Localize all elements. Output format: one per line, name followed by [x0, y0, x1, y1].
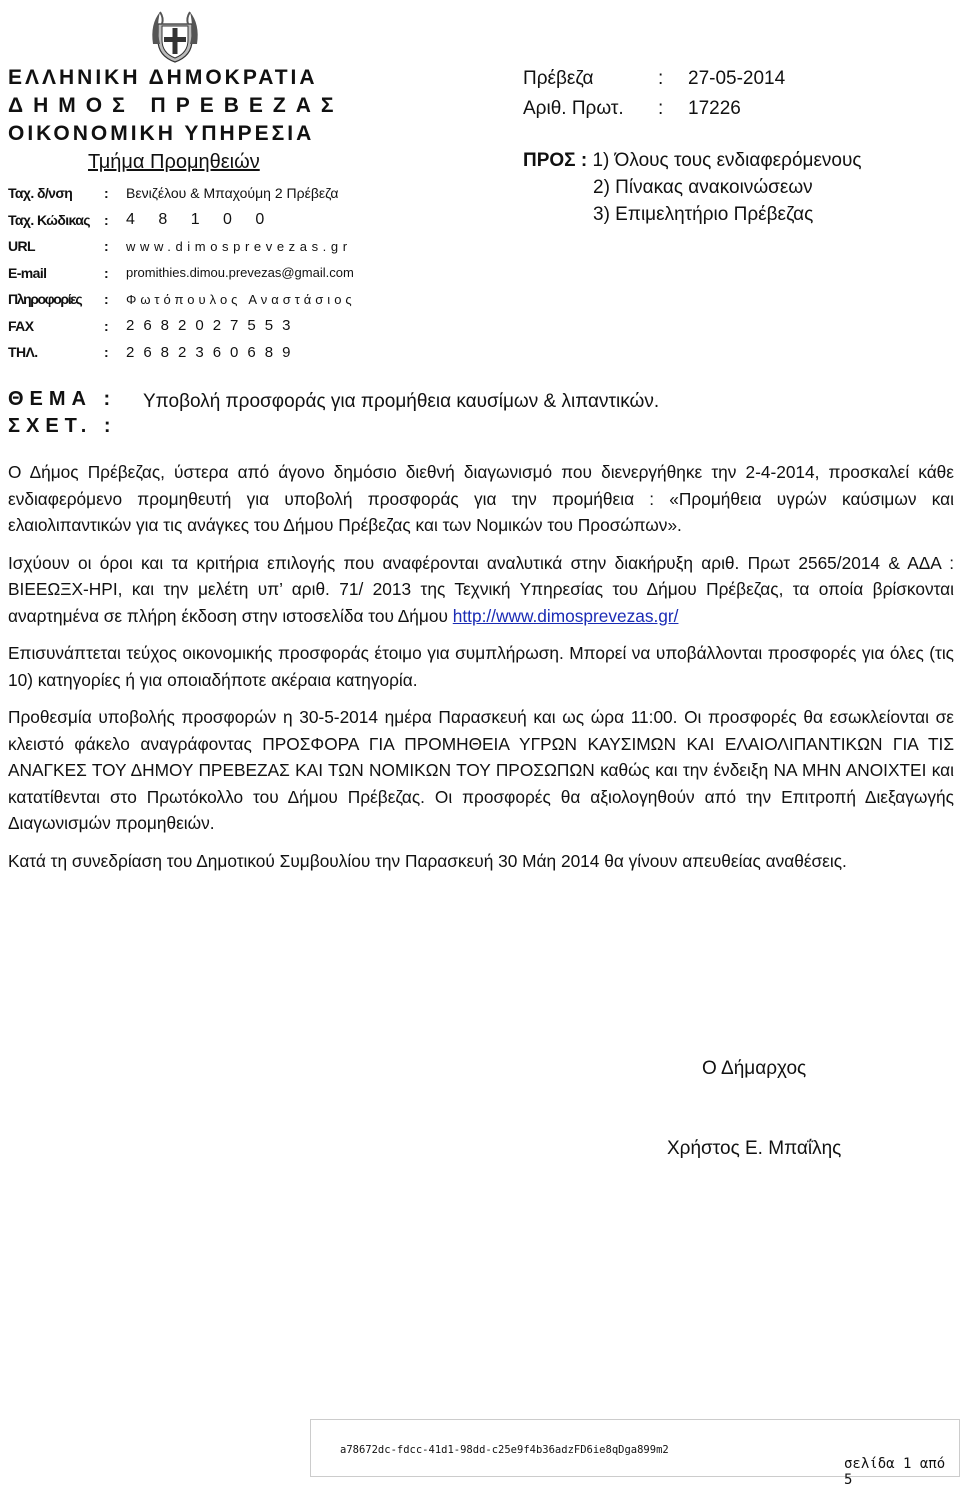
info-label: Ταχ. δ/νση	[8, 185, 73, 202]
info-label: ΤΗΛ.	[8, 344, 38, 361]
info-value: 2682360689	[126, 343, 300, 361]
meta-colon: :	[658, 98, 664, 119]
body-paragraph	[8, 550, 954, 630]
org-line-3: ΟΙΚΟΝΟΜΙΚΗ ΥΠΗΡΕΣΙΑ	[8, 122, 315, 145]
info-row-fax	[8, 313, 356, 340]
org-line-2: ΔΗΜΟΣ ΠΡΕΒΕΖΑΣ	[8, 94, 344, 117]
info-colon: :	[104, 211, 109, 228]
signature-title: Ο Δήμαρχος	[702, 1058, 807, 1079]
sxet-label: ΣΧΕΤ. :	[8, 415, 117, 437]
document-hash: a78672dc-fdcc-41d1-98dd-c25e9f4b36adzFD6ie8qDga899m2	[340, 1444, 669, 1456]
body-paragraph-text: Ισχύουν οι όροι και τα κριτήρια επιλογής που αναφέρονται αναλυτικά στην διακήρυξη αριθ. Πρωτ 2565/2014 & ΑΔΑ : ΒΙΕΕΩΞΧ-ΗΡΙ, και την μελέτη υπ’ αριθ. 71/ 2013 της Τεχνική Υπηρεσίας του Δήμου Πρέβεζας, τα οποία βρίσκονται αναρτημένα σε πλήρη έκδοση στην ιστοσελίδα του Δήμου	[8, 552, 954, 626]
info-colon: :	[104, 185, 109, 202]
info-label: E-mail	[8, 264, 47, 281]
document-meta	[523, 68, 785, 128]
recipients-label: ΠΡΟΣ :	[523, 150, 588, 171]
meta-date: 27-05-2014	[688, 68, 786, 89]
info-value: 2682027553	[126, 317, 300, 335]
info-email-link[interactable]: promithies.dimou.prevezas@gmail.com	[126, 265, 354, 281]
info-label: FAX	[8, 317, 34, 334]
info-label: Ταχ. Κώδικας	[8, 211, 90, 228]
department-title: Τμήμα Προμηθειών	[88, 151, 260, 173]
subject-labels	[8, 388, 116, 442]
recipient-item: 3) Επιμελητήριο Πρέβεζας	[593, 204, 814, 225]
thema-label: ΘΕΜΑ :	[8, 388, 117, 410]
contact-info	[8, 180, 356, 366]
info-colon: :	[104, 238, 109, 255]
meta-place-label: Πρέβεζα	[523, 68, 594, 89]
info-row-email	[8, 260, 356, 287]
recipient-item: 2) Πίνακας ανακοινώσεων	[593, 177, 813, 198]
info-colon: :	[104, 291, 109, 308]
org-line-1: ΕΛΛΗΝΙΚΗ ΔΗΜΟΚΡΑΤΙΑ	[8, 66, 318, 89]
info-row-phone	[8, 339, 356, 366]
info-value: Φωτόπουλος Αναστάσιος	[126, 291, 356, 307]
meta-protocol-row	[523, 98, 785, 128]
meta-colon: :	[658, 68, 664, 89]
subject-text: Υποβολή προσφοράς για προμήθεια καυσίμων & λιπαντικών.	[143, 391, 660, 412]
signature-name: Χρήστος Ε. Μπαΐλης	[667, 1138, 842, 1159]
body-paragraph: Επισυνάπτεται τεύχος οικονομικής προσφοράς έτοιμο για συμπλήρωση. Μπορεί να υποβάλλονται προσφορές για όλες (τις 10) κατηγορίες ή για οποιαδήποτε ακέραια κατηγορία.	[8, 643, 954, 690]
info-url-link[interactable]: www.dimosprevezas.gr	[126, 238, 352, 254]
letter-body	[8, 459, 954, 885]
body-paragraph: Ο Δήμος Πρέβεζας, ύστερα από άγονο δημόσιο διεθνή διαγωνισμό που διενεργήθηκε την 2-4-2014, προσκαλεί κάθε ενδιαφερόμενο προμηθευτή για υποβολή προσφοράς για την προμήθεια : «Προμήθεια υγρών καύσιμων και ελαιολιπαντικών για τις ανάγκες του Δήμου Πρέβεζας και των Νομικών του Προσώπων».	[8, 462, 954, 535]
recipient-item: 1) Όλους τους ενδιαφερόμενους	[592, 150, 862, 171]
info-value: 4 8 1 0 0	[126, 210, 265, 228]
meta-protocol-label: Αριθ. Πρωτ.	[523, 98, 624, 119]
greek-emblem-icon	[150, 4, 200, 64]
recipient-row	[523, 150, 862, 177]
info-label: Πληροφορίες	[8, 291, 82, 308]
info-colon: :	[104, 317, 109, 334]
info-row-url	[8, 233, 356, 260]
info-row-address	[8, 180, 356, 207]
info-value: Βενιζέλου & Μπαχούμη 2 Πρέβεζα	[126, 185, 339, 202]
page-number: σελίδα 1 από 5	[844, 1456, 946, 1488]
body-paragraph: Προθεσμία υποβολής προσφορών η 30-5-2014 ημέρα Παρασκευή και ως ώρα 11:00. Οι προσφορές θα εσωκλείονται σε κλειστό φάκελο αναγράφοντας ΠΡΟΣΦΟΡΑ ΓΙΑ ΠΡΟΜΗΘΕΙΑ ΥΓΡΩΝ ΚΑΥΣΙΜΩΝ ΚΑΙ ΕΛΑΙΟΛΙΠΑΝΤΙΚΩΝ ΓΙΑ ΤΙΣ ΑΝΑΓΚΕΣ ΤΟΥ ΔΗΜΟΥ ΠΡΕΒΕΖΑΣ ΚΑΙ ΤΩΝ ΝΟΜΙΚΩΝ ΤΟΥ ΠΡΟΣΩΠΩΝ καθώς και την ένδειξη ΝΑ ΜΗΝ ΑΝΟΙΧΤΕΙ και κατατίθενται στο Πρωτόκολλο του Δήμου Πρέβεζας. Οι προσφορές θα αξιολογηθούν από την Επιτροπή Διεξαγωγής Διαγωνισμών προμηθειών.	[8, 707, 954, 833]
meta-protocol-number: 17226	[688, 98, 741, 119]
info-colon: :	[104, 264, 109, 281]
recipients	[523, 150, 862, 231]
website-link[interactable]: http://www.dimosprevezas.gr/	[452, 605, 679, 626]
info-label: URL	[8, 238, 35, 255]
body-paragraph: Κατά τη συνεδρίαση του Δημοτικού Συμβουλίου την Παρασκευή 30 Μάη 2014 θα γίνουν απευθείας αναθέσεις.	[8, 850, 847, 871]
info-colon: :	[104, 344, 109, 361]
info-row-postcode	[8, 207, 356, 234]
meta-date-row	[523, 68, 785, 98]
info-row-contact-person	[8, 286, 356, 313]
